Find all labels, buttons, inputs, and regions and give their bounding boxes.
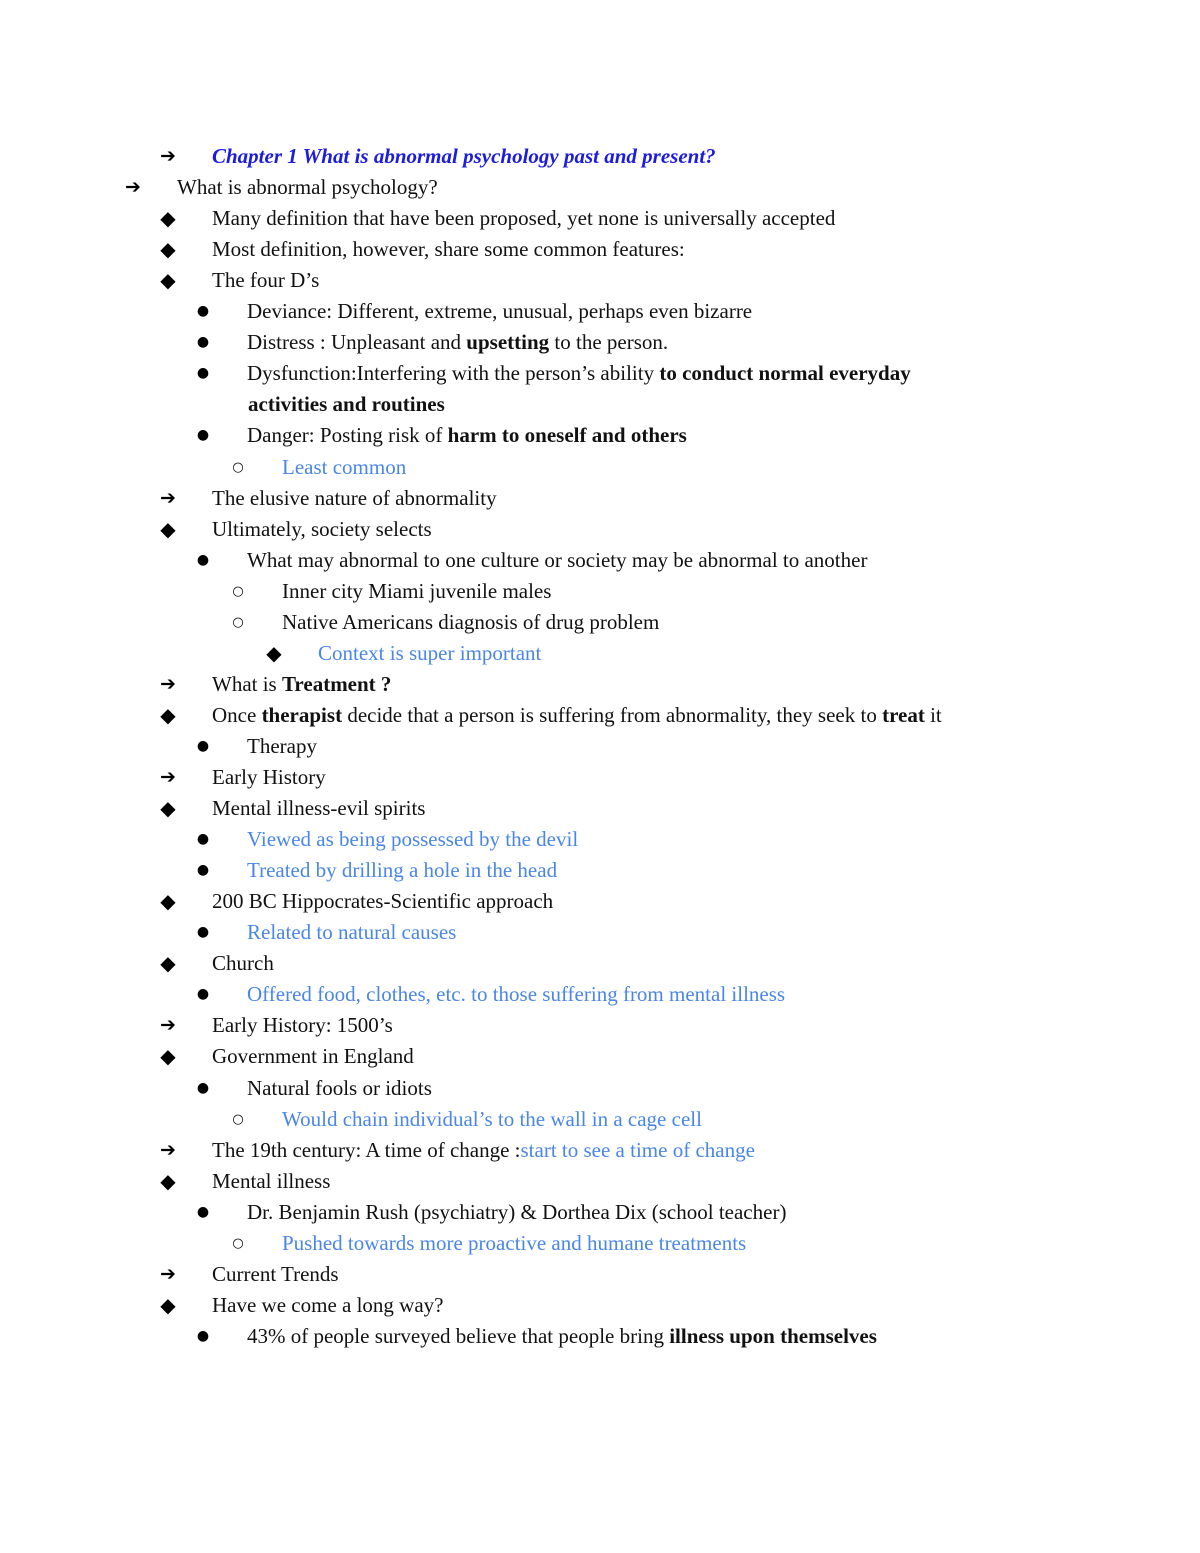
line-text [247, 296, 752, 327]
text-run: Many definition that have been proposed, yet none is universally accepted [212, 206, 836, 231]
outline-line [0, 1104, 1200, 1135]
text-run: Offered food, clothes, etc. to those suffering from mental illness [247, 982, 786, 1007]
line-text [212, 265, 319, 296]
outline-line [0, 483, 1200, 514]
outline-line [0, 452, 1200, 483]
text-run: Treated by drilling a hole in the head [247, 858, 558, 883]
outline-line [0, 1135, 1200, 1166]
diamond-bullet-icon: ◆ [160, 1168, 176, 1193]
text-run: Chapter 1 What is abnormal psychology past and present? [212, 144, 716, 168]
text-run: Viewed as being possessed by the devil [247, 827, 579, 852]
text-run: Treatment ? [281, 671, 392, 696]
outline-line [0, 545, 1200, 576]
arrow-bullet-icon: ➔ [160, 672, 176, 695]
outline-line [0, 1290, 1200, 1321]
outline-line [0, 514, 1200, 545]
outline-line [0, 855, 1200, 886]
line-text [212, 1290, 443, 1321]
disc-bullet-icon: ● [196, 303, 210, 320]
disc-bullet-icon: ● [196, 924, 210, 941]
text-run: treat [882, 702, 925, 727]
line-text [212, 1166, 330, 1197]
disc-bullet-icon: ● [196, 334, 210, 351]
diamond-bullet-icon: ◆ [160, 206, 176, 231]
text-run: What may abnormal to one culture or society may be abnormal to another [247, 547, 868, 572]
diamond-bullet-icon: ◆ [266, 640, 282, 665]
text-run: Ultimately, society selects [212, 516, 432, 541]
line-text [212, 1010, 393, 1041]
outline-line [0, 607, 1200, 638]
line-text [247, 1321, 877, 1352]
text-run: 200 BC Hippocrates-Scientific approach [212, 889, 554, 914]
line-text [247, 731, 317, 762]
text-run: Early History: 1500’s [212, 1013, 393, 1038]
diamond-bullet-icon: ◆ [160, 237, 176, 262]
line-text [177, 172, 438, 203]
outline-line [0, 669, 1200, 700]
arrow-bullet-icon: ➔ [160, 766, 176, 788]
disc-bullet-icon: ● [196, 1327, 210, 1344]
text-run: Inner city Miami juvenile males [282, 578, 552, 603]
line-text [247, 979, 785, 1010]
line-text [212, 1135, 755, 1166]
line-text [282, 576, 551, 607]
outline-line [0, 172, 1200, 203]
text-run: Government in England [212, 1044, 414, 1069]
text-run: Dysfunction:Interfering with the person’s ability [247, 361, 660, 386]
outline-line [0, 948, 1200, 979]
text-run: What is [212, 671, 282, 696]
text-run: Have we come a long way? [212, 1292, 444, 1317]
circle-bullet-icon: ○ [232, 459, 244, 475]
diamond-bullet-icon: ◆ [160, 951, 176, 976]
outline-line [0, 917, 1200, 948]
text-run: activities and routines [248, 392, 445, 417]
text-run: decide that a person is suffering from abnormality, they seek to [342, 702, 883, 727]
line-text [247, 1197, 786, 1228]
disc-bullet-icon: ● [196, 1079, 210, 1096]
line-text [247, 824, 578, 855]
text-run: Most definition, however, share some common features: [212, 237, 685, 262]
line-text [212, 762, 326, 793]
outline-line [0, 731, 1200, 762]
text-run: Least common [282, 454, 407, 479]
diamond-bullet-icon: ◆ [160, 1292, 176, 1317]
diamond-bullet-icon: ◆ [160, 516, 176, 541]
disc-bullet-icon: ● [196, 365, 210, 382]
line-text [247, 327, 668, 358]
line-text [247, 545, 867, 576]
disc-bullet-icon: ● [196, 737, 210, 754]
line-text [282, 1228, 746, 1259]
line-text [212, 203, 835, 234]
diamond-bullet-icon: ◆ [160, 268, 176, 293]
outline-line [0, 638, 1200, 669]
line-text [212, 793, 425, 824]
disc-bullet-icon: ● [196, 831, 210, 848]
text-run: Danger: Posting risk of [247, 423, 448, 448]
outline-line [0, 824, 1200, 855]
outline-line [0, 327, 1200, 358]
text-run: Would chain individual’s to the wall in a cage cell [282, 1106, 702, 1131]
text-run: start to see a time of change [520, 1137, 755, 1162]
circle-bullet-icon: ○ [232, 614, 244, 630]
line-text [282, 452, 406, 483]
text-run: it [924, 702, 942, 727]
line-text [247, 358, 911, 389]
text-run: to conduct normal everyday [659, 361, 911, 386]
diamond-bullet-icon: ◆ [160, 796, 176, 821]
arrow-bullet-icon: ➔ [125, 176, 141, 199]
disc-bullet-icon: ● [196, 986, 210, 1003]
text-run: Pushed towards more proactive and humane treatments [282, 1230, 747, 1255]
diamond-bullet-icon: ◆ [160, 702, 176, 727]
outline-line [0, 265, 1200, 296]
outline-line [0, 762, 1200, 793]
arrow-bullet-icon: ➔ [160, 1262, 176, 1285]
arrow-bullet-icon: ➔ [160, 486, 176, 509]
arrow-bullet-icon: ➔ [160, 1014, 176, 1037]
outline-line [0, 1166, 1200, 1197]
outline-line [0, 793, 1200, 824]
text-run: Deviance: Different, extreme, unusual, perhaps even bizarre [247, 299, 753, 324]
diamond-bullet-icon: ◆ [160, 1044, 176, 1069]
outline-line [0, 141, 1200, 172]
disc-bullet-icon: ● [196, 862, 210, 879]
text-run: Distress : Unpleasant and [247, 330, 467, 355]
text-run: upsetting [466, 330, 550, 355]
line-text [212, 1259, 339, 1290]
outline-line [0, 1010, 1200, 1041]
outline-line [0, 700, 1200, 731]
text-run: Once [212, 702, 262, 727]
line-text [282, 1104, 702, 1135]
disc-bullet-icon: ● [196, 427, 210, 444]
outline-line [0, 389, 1200, 420]
text-run: Natural fools or idiots [247, 1075, 432, 1100]
line-text [247, 855, 557, 886]
line-text [247, 420, 687, 451]
text-run: The elusive nature of abnormality [212, 485, 497, 510]
text-run: The 19th century: A time of change : [212, 1137, 521, 1162]
outline-line [0, 234, 1200, 265]
outline-line [0, 1321, 1200, 1352]
text-run: Dr. Benjamin Rush (psychiatry) & Dorthea Dix (school teacher) [247, 1199, 787, 1224]
disc-bullet-icon: ● [196, 1203, 210, 1220]
line-text [212, 1041, 414, 1072]
circle-bullet-icon: ○ [232, 583, 244, 599]
disc-bullet-icon: ● [196, 551, 210, 568]
outline-line [0, 1073, 1200, 1104]
arrow-bullet-icon: ➔ [160, 1138, 176, 1161]
line-text [212, 886, 553, 917]
text-run: Therapy [247, 733, 317, 758]
line-text [247, 1073, 432, 1104]
line-text [212, 700, 942, 731]
text-run: Mental illness-evil spirits [212, 796, 426, 821]
circle-bullet-icon: ○ [232, 1111, 244, 1127]
text-run: Related to natural causes [247, 920, 457, 945]
outline-line [0, 1197, 1200, 1228]
outline-line [0, 203, 1200, 234]
outline-line [0, 886, 1200, 917]
outline-line [0, 1259, 1200, 1290]
line-text [318, 638, 541, 669]
outline-line [0, 1228, 1200, 1259]
text-run: Mental illness [212, 1168, 331, 1193]
outline-line [0, 1041, 1200, 1072]
arrow-bullet-icon: ➔ [160, 145, 176, 167]
text-run: to the person. [549, 330, 669, 355]
text-run: Native Americans diagnosis of drug problem [282, 609, 660, 634]
line-text [212, 948, 274, 979]
text-run: 43% of people surveyed believe that people bring [247, 1323, 670, 1348]
text-run: harm to oneself and others [447, 423, 687, 448]
line-text [248, 389, 445, 420]
text-run: Church [212, 951, 274, 976]
line-text [247, 917, 456, 948]
outline-line [0, 576, 1200, 607]
line-text [282, 607, 659, 638]
text-run: Context is super important [318, 640, 542, 665]
text-run: therapist [261, 702, 343, 727]
text-run: illness upon themselves [669, 1323, 877, 1348]
outline-line [0, 296, 1200, 327]
line-text [212, 234, 685, 265]
line-text [212, 483, 497, 514]
diamond-bullet-icon: ◆ [160, 889, 176, 914]
outline-line [0, 420, 1200, 451]
circle-bullet-icon: ○ [232, 1235, 244, 1251]
line-text [212, 669, 391, 700]
text-run: The four D’s [212, 268, 320, 293]
text-run: Current Trends [212, 1261, 339, 1286]
text-run: What is abnormal psychology? [177, 175, 438, 200]
outline-line [0, 979, 1200, 1010]
line-text [212, 514, 432, 545]
text-run: Early History [212, 765, 326, 789]
outline-line [0, 358, 1200, 389]
line-text [212, 141, 716, 172]
